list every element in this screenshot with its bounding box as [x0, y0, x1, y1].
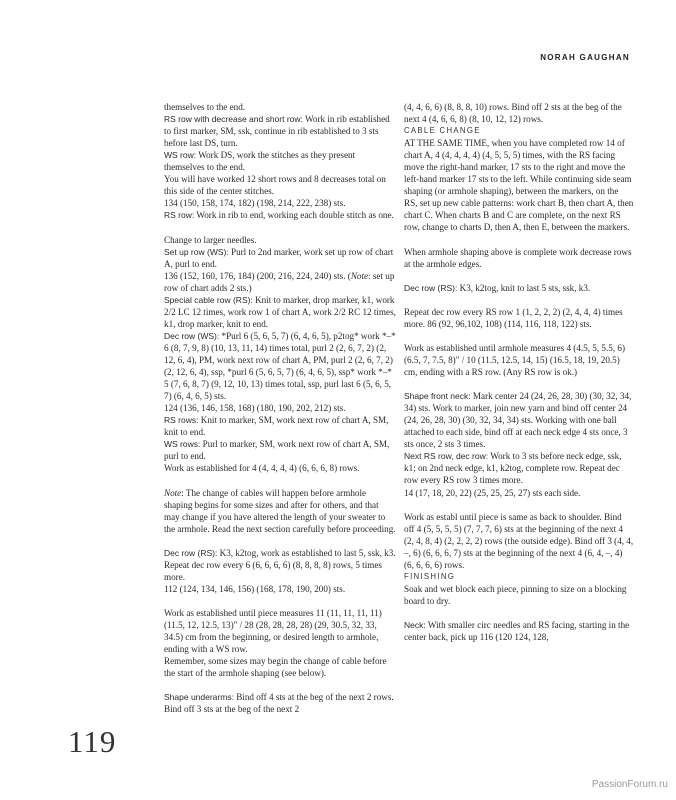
paragraph [404, 583, 634, 607]
instruction-label: WS row: [164, 150, 197, 161]
paragraph-text: Repeat dec row every RS row 1 (1, 2, 2, 2) (2, 4, 4, 4) times more. 86 (92, 96,102, 108) (114, 116, 118, 122) sts. [404, 306, 623, 329]
paragraph-text: Mark center 24 (24, 26, 28, 30) (30, 32, 34, 34) sts. Work to marker, join new yarn and bind off center 24 (24, 26, 28, 30) (30, 32, 34, 34) sts. Working with one ball attached to each side, bind off at each neck edge 4 sts once, 3 sts once, 2 sts 3 times. [404, 391, 632, 450]
paragraph [164, 583, 396, 595]
instruction-label: Special cable row (RS): [164, 294, 253, 305]
left-column [164, 101, 396, 715]
instruction-label: RS row with decrease and short row: [164, 114, 303, 125]
right-column [404, 101, 634, 643]
author-header: NORAH GAUGHAN [540, 53, 630, 62]
paragraph-text: AT THE SAME TIME, when you have completed row 14 of chart A, 4 (4, 4, 4, 4) (4, 5, 5, 5) times, with the RS facing move the right-hand marker, 17 sts to the right and move the left-hand marker 17 sts to the left. While continuing side seam shaping (or armhole shaping), between the markers, on the RS, set up new cable patterns: work chart B, then chart A, then chart C. When charts B and C are complete, on the next RS row, change to charts D, then A, then E, between the markers. [404, 138, 634, 233]
paragraph-text: When armhole shaping above is complete work decrease rows at the armhole edges. [404, 246, 632, 269]
paragraph [164, 462, 396, 474]
paragraph [404, 487, 634, 499]
paragraph-text: Work as established for 4 (4, 4, 4, 4) (6, 6, 6, 8) rows. [164, 463, 360, 474]
paragraph-text: Work as established until armhole measures 4 (4.5, 5, 5.5, 6) (6.5, 7, 7.5, 8)" / 10 (11.5, 12.5, 14, 15) (16.5, 18, 19, 20.5) cm, ending with a RS row. (Any RS row is ok.) [404, 342, 626, 378]
paragraph-text: 14 (17, 18, 20, 22) (25, 25, 25, 27) sts each side. [404, 487, 581, 498]
paragraph-text: : set up row of chart adds 2 sts.) [164, 270, 395, 293]
instruction-label: Next RS row, dec row: [404, 451, 489, 462]
paragraph-text: Work in rib to end, working each double stitch as one. [194, 210, 394, 221]
paragraph [164, 294, 396, 330]
paragraph [164, 655, 396, 679]
instruction-label: RS row: [164, 210, 195, 221]
instruction-label: WS rows: [164, 439, 201, 450]
paragraph [404, 511, 634, 571]
paragraph-text: Work to 3 sts before neck edge, ssk, k1; on 2nd neck edge, k1, k2tog, complete row. Repeat dec row every RS row 3 times more. [404, 451, 622, 486]
paragraph-text: Work in rib established to first marker, SM, ssk, continue in rib established to 3 sts before last DS, turn. [164, 114, 390, 149]
paragraph [164, 113, 396, 149]
instruction-label: Dec row (RS): [164, 547, 218, 558]
paragraph-text: K3, k2tog, knit to last 5 sts, ssk, k3. [457, 282, 591, 293]
paragraph-text: : The change of cables will happen before armhole shaping begins for some sizes and after for others, and that may change if you have altered the length of your sweater to the armhole. Read the next section carefully before proceeding. [164, 487, 396, 534]
paragraph-text: Knit to marker, drop marker, k1, work 2/2 LC 12 times, work row 1 of chart A, work 2/2 RC 12 times, k1, drop marker, knit to end. [164, 294, 396, 329]
paragraph [404, 282, 634, 294]
paragraph-text: 134 (150, 158, 174, 182) (198, 214, 222, 238) sts. [164, 198, 346, 209]
instruction-label: Dec row (WS): [164, 330, 220, 341]
paragraph [404, 342, 634, 378]
page-number: 119 [68, 724, 117, 759]
paragraph [164, 173, 396, 197]
paragraph [404, 137, 634, 233]
paragraph [164, 438, 396, 462]
paragraph [164, 197, 396, 209]
paragraph-text: With smaller circ needles and RS facing, starting in the center back, pick up 116 (120 124, 128, [404, 620, 630, 643]
paragraph-text: Work as establ until piece is same as back to shoulder. Bind off 4 (5, 5, 5, 5) (7, 7, 7, 6) sts at the beginning of the next 4 (2, 4, 8, 4) (2, 2, 2, 2) rows (the outside edge). Bind off 3 (4, 4, –, 6) (6, 6, 6, 7) sts at the beginning of the next 4 (6, 4, –, 4) (6, 6, 6, 6) rows. [404, 511, 634, 570]
instruction-label: Shape front neck: [404, 391, 471, 402]
paragraph [404, 619, 634, 643]
paragraph-text: Purl to marker, SM, work next row of chart A, SM, purl to end. [164, 439, 390, 462]
paragraph-text: 136 (152, 160, 176, 184) (200, 216, 224, 240) sts. ( [164, 270, 351, 281]
paragraph [404, 101, 634, 125]
paragraph [164, 487, 396, 535]
paragraph-text: themselves to the end. [164, 102, 246, 112]
paragraph-text: (4, 4, 6, 6) (8, 8, 8, 10) rows. Bind off 2 sts at the beg of the next 4 (4, 6, 6, 8) (8, 10, 12, 12) rows. [404, 102, 622, 125]
paragraph [404, 306, 634, 330]
section-heading: FINISHING [404, 571, 456, 581]
paragraph [164, 209, 396, 221]
paragraph-text: *Purl 6 (5, 6, 5, 7) (6, 4, 6, 5), p2tog* work *–* 6 (8, 7, 9, 8) (10, 13, 11, 14) times total, purl 2 (2, 6, 7, 2) (2, 12, 6, 4), PM, work next row of chart A, PM, purl 2 (2, 6, 7, 2) (2, 12, 6, 4), ssp, *purl 6 (5, 6, 5, 7) (6, 4, 6, 5), ssp* work *–* 5 (7, 6, 8, 7) (9, 12, 10, 13) times total, ssp, purl last 6 (5, 6, 5, 7) (6, 4, 6, 5) sts. [164, 330, 396, 402]
paragraph-text: Remember, some sizes may begin the change of cable before the start of the armhole shaping (see below). [164, 656, 387, 679]
note-label: Note [164, 487, 182, 498]
paragraph [164, 149, 396, 173]
paragraph-text: Work as established until piece measures 11 (11, 11, 11, 11) (11.5, 12, 12.5, 13)" / 28 (28, 28, 28, 28) (29, 30.5, 32, 33, 34.5) cm from the beginning, or desired length to armhole, ending with a WS row. [164, 607, 382, 655]
paragraph [164, 402, 396, 414]
paragraph [404, 390, 634, 450]
instruction-label: Set up row (WS): [164, 246, 229, 257]
paragraph-text: Knit to marker, SM, work next row of chart A, SM, knit to end. [164, 415, 389, 438]
paragraph [164, 547, 396, 583]
watermark: PassionForum.ru [591, 779, 668, 790]
paragraph-text: 124 (136, 146, 158, 168) (180, 190, 202, 212) sts. [164, 403, 346, 414]
paragraph-text: Purl to 2nd marker, work set up row of chart A, purl to end. [164, 246, 394, 269]
paragraph [404, 450, 634, 486]
paragraph-text: 112 (124, 134, 146, 156) (168, 178, 190, 200) sts. [164, 583, 346, 594]
note-label: Note [350, 270, 369, 281]
section-heading: CABLE CHANGE [404, 126, 481, 136]
paragraph-text: Soak and wet block each piece, pinning to size on a blocking board to dry. [404, 583, 627, 606]
paragraph [164, 246, 396, 270]
paragraph [164, 234, 396, 246]
paragraph-text: Change to larger needles. [164, 234, 257, 245]
paragraph-text: Work DS, work the stitches as they present themselves to the end. [164, 150, 356, 173]
paragraph-text: Bind off 4 sts at the beg of the next 2 rows. Bind off 3 sts at the beg of the next 2 [164, 692, 394, 715]
paragraph [164, 414, 396, 438]
paragraph-text: K3, k2tog, work as established to last 5, ssk, k3. Repeat dec row every 6 (6, 6, 6, 6) (8, 8, 8, 8) rows, 5 times more. [164, 547, 396, 582]
paragraph [164, 607, 396, 655]
instruction-label: Neck: [404, 620, 426, 631]
instruction-label: RS rows: [164, 415, 199, 426]
instruction-label: Dec row (RS): [404, 282, 458, 293]
instruction-label: Shape underarms: [164, 692, 234, 703]
paragraph [164, 270, 396, 294]
paragraph [404, 246, 634, 270]
paragraph [164, 101, 396, 113]
paragraph [164, 691, 396, 715]
paragraph-text: You will have worked 12 short rows and 8 decreases total on this side of the center stitches. [164, 174, 386, 197]
paragraph [164, 330, 396, 402]
